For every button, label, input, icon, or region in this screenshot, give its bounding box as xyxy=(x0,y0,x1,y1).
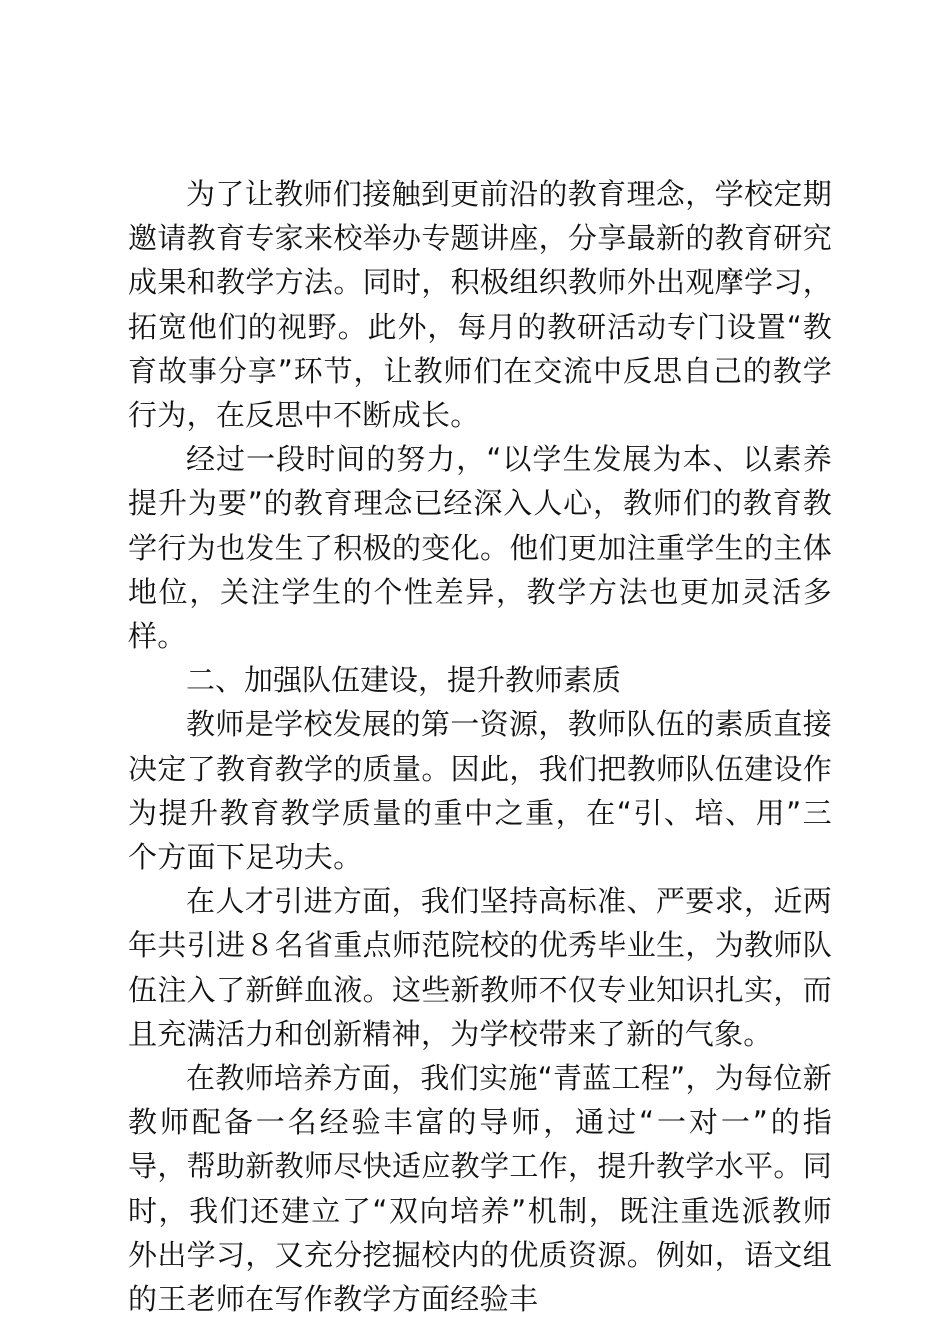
document-body xyxy=(128,172,832,1321)
paragraph-talent-recruitment: 在人才引进方面，我们坚持高标准、严要求，近两年共引进８名省重点师范院校的优秀毕业生，为教师队伍注入了新鲜血液。这些新教师不仅专业知识扎实，而且充满活力和创新精神，为学校带来了新的气象。 xyxy=(128,884,832,1051)
paragraph-teacher-team-importance: 教师是学校发展的第一资源，教师队伍的素质直接决定了教育教学的质量。因此，我们把教师队伍建设作为提升教育教学质量的重中之重，在“引、培、用”三个方面下足功夫。 xyxy=(128,707,832,875)
paragraph-education-concept-results: 经过一段时间的努力，“以学生发展为本、以素养提升为要”的教育理念已经深入人心，教师们的教育教学行为也发生了积极的变化。他们更加注重学生的主体地位，关注学生的个性差异，教学方法也更加灵活多样。 xyxy=(128,442,832,654)
section-heading-team-building: 二、加强队伍建设，提升教师素质 xyxy=(186,663,622,698)
paragraph-teacher-training-activities: 为了让教师们接触到更前沿的教育理念，学校定期邀请教育专家来校举办专题讲座，分享最新的教育研究成果和教学方法。同时，积极组织教师外出观摩学习，拓宽他们的视野。此外，每月的教研活动专门设置“教育故事分享”环节，让教师们在交流中反思自己的教学行为，在反思中不断成长。 xyxy=(128,177,832,433)
paragraph-teacher-cultivation: 在教师培养方面，我们实施“青蓝工程”，为每位新教师配备一名经验丰富的导师，通过“一对一”的指导，帮助新教师尽快适应教学工作，提升教学水平。同时，我们还建立了“双向培养”机制，既注重选派教师外出学习，又充分挖掘校内的优质资源。例如，语文组的王老师在写作教学方面经验丰 xyxy=(128,1061,832,1317)
